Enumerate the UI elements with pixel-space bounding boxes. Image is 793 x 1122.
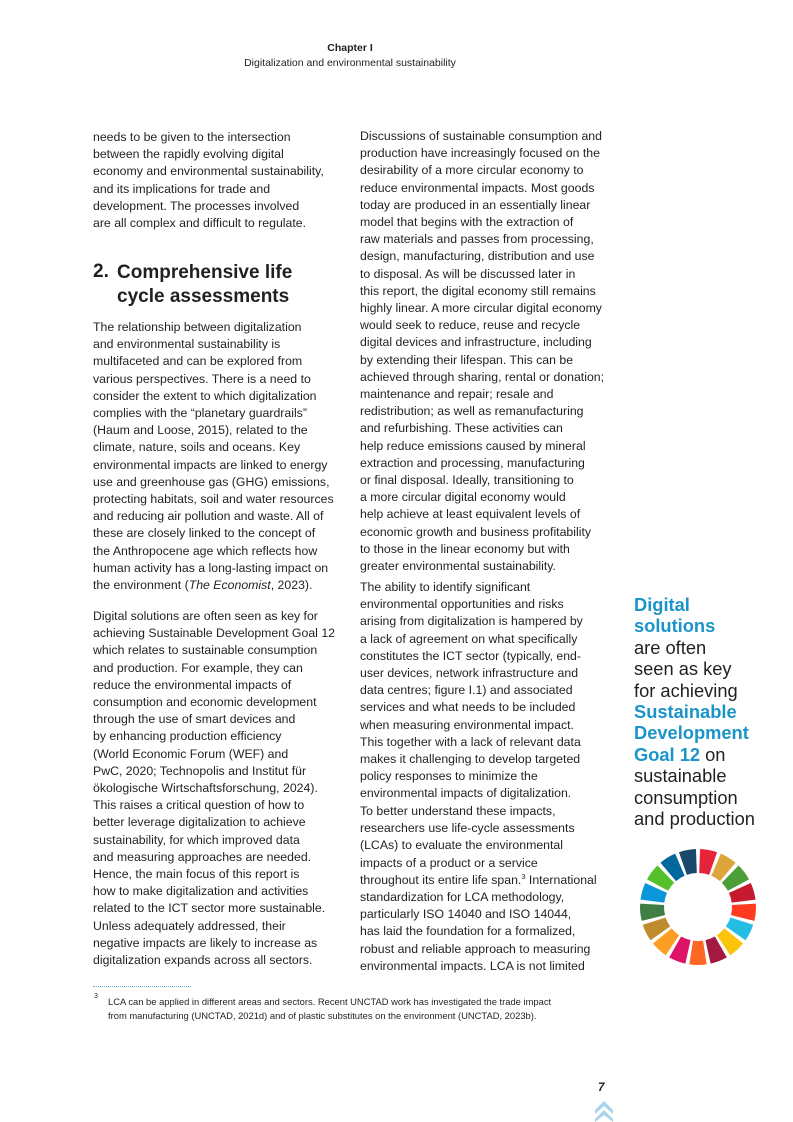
quote-highlight: Digital solutions — [634, 594, 716, 637]
paragraph-lca — [360, 803, 597, 975]
sdg-wheel-segment — [689, 941, 706, 965]
sdg-wheel-segment — [640, 904, 665, 921]
footnote-ref[interactable]: 3 — [521, 871, 526, 881]
chapter-subtitle: Digitalization and environmental sustainability — [244, 57, 456, 69]
paragraph-circular-economy: Discussions of sustainable consumption and production have increasingly focused on the desirability of a more circular economy to reduce environmental impacts. Most goods today are produced in an essentially linear model that begins with the extraction of raw materials and passes from processing, design, manufacturing, distribution and use to disposal. As will be discussed later in this report, the digital economy still remains highly linear. A more circular digital economy would seek to reduce, reuse and recycle digital devices and infrastructure, including by extending their lifespan. This can be achieved through sharing, rental or donation; maintenance and repair; resale and redistribution; as well as remanufacturing and refurbishing. These activities can help reduce emissions caused by mineral extraction and processing, manufacturing or final disposal. Ideally, transitioning to a more circular digital economy would help achieve at least equivalent levels of economic growth and business profitability to those in the linear economy but with greater environmental sustainability. — [360, 129, 605, 574]
paragraph-ict-sector: The ability to identify significant environmental opportunities and risks arising from digitalization is hampered by a lack of agreement on what specifically constitutes the ICT sector (typically, end- user devices, network infrastructure and data centres; figure I.1) and associated services and what needs to be included when measuring environmental impact. This together with a lack of relevant data makes it challenging to develop targeted policy responses to minimize the environmental impacts of digitalization. — [360, 580, 583, 801]
paragraph-digital-solutions: Digital solutions are often seen as key for achieving Sustainable Development Goal 12 which relates to sustainable consumption and production. For example, they can reduce the environmental impacts of consumption and economic development through the use of smart devices and by enhancing production efficiency (World Economic Forum (WEF) and PwC, 2020; Technopolis and Institut für ökologische Wirtschaftsforschung, 2024). This raises a critical question of how to better leverage digitalization to achieve sustainability, for which improved data and measuring approaches are needed. Hence, the main focus of this report is how to make digitalization and activities related to the ICT sector more sustainable. Unless adequately addressed, their negative impacts are likely to increase as digitalization expands across all sectors. — [93, 609, 335, 968]
citation-italic: The Economist — [188, 578, 271, 593]
sdg-wheel-segment — [731, 904, 756, 921]
chapter-label: Chapter I — [327, 42, 373, 54]
back-to-top-chevron-icon[interactable] — [594, 1100, 614, 1122]
pull-quote — [634, 594, 784, 829]
paragraph-text: To better understand these impacts, researchers use life-cycle assessments (LCAs) to evaluate the environmental impacts of a product or a service throughout its entire life span. — [360, 804, 575, 887]
page-number: 7 — [598, 1082, 605, 1094]
quote-highlight: Sustainable Development Goal 12 — [634, 701, 749, 765]
paragraph-intro: needs to be given to the intersection between the rapidly evolving digital economy and environmental sustainability, and its implications for trade and development. The processes involved are all complex and difficult to regulate. — [93, 130, 324, 231]
quote-text: on sustainable consumption and production — [634, 743, 755, 830]
section-number: 2. — [93, 261, 109, 282]
sdg-wheel-icon — [638, 847, 758, 967]
paragraph-text: The relationship between digitalization and environmental sustainability is multifaceted and can be explored from various perspectives. There is a need to consider the extent to which digitalization complies with the “planetary guardrails” (Haum and Loose, 2015), related to the climate, nature, soils and oceans. Key environmental impacts are linked to energy use and greenhouse gas (GHG) emissions, protecting habitats, soil and water resources and reducing air pollution and waste. All of these are closely linked to the concept of the Anthropocene age which reflects how human activity has a long-lasting impact on the environment ( — [93, 320, 334, 593]
footnote-number: 3 — [94, 993, 98, 1000]
footnote-separator — [93, 986, 191, 987]
footnote-text: LCA can be applied in different areas and sectors. Recent UNCTAD work has investigated the trade impact from manufacturing (UNCTAD, 2021d) and of plastic substitutes on the environment (UNCTAD, 2023b). — [108, 996, 552, 1021]
paragraph-text: , 2023). — [270, 578, 313, 593]
paragraph-text: International standardization for LCA methodology, particularly ISO 14040 and ISO 14044, has laid the foundation for a formalized, robust and reliable approach to measuring environmental impacts. LCA is not limited — [360, 872, 597, 973]
quote-text: are often seen as key for achieving — [634, 636, 738, 701]
paragraph-relationship — [93, 319, 334, 594]
section-heading: Comprehensive life cycle assessments — [117, 262, 293, 307]
